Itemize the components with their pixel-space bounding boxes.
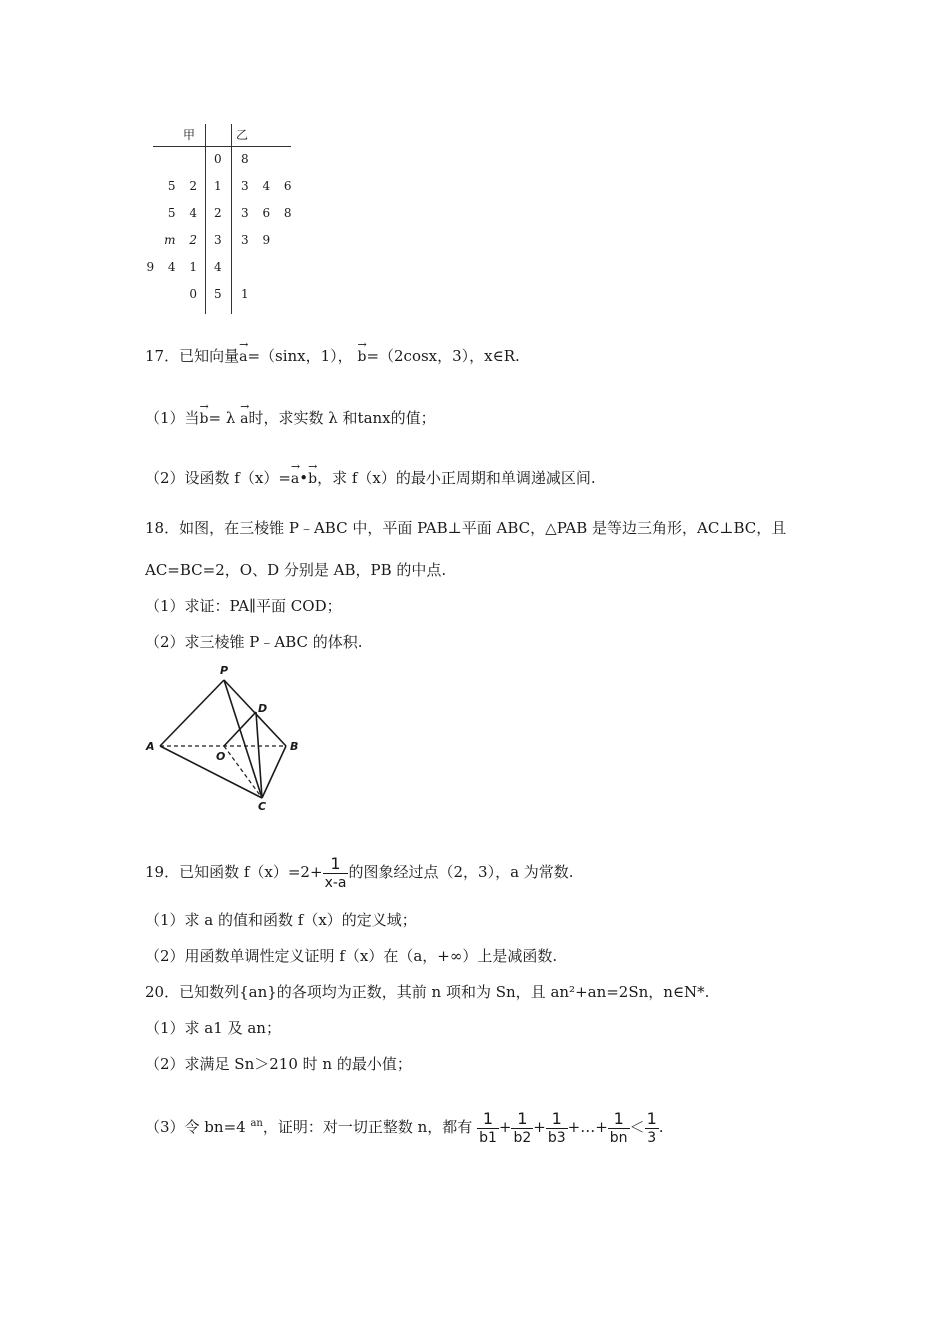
q19-frac-num: 1 — [323, 855, 349, 874]
frac-num: 1 — [511, 1110, 533, 1129]
header-jia: 甲 — [183, 128, 196, 142]
vector-a-label: a — [240, 411, 249, 427]
q20-p3-pre: （3）令 bn=4 — [145, 1118, 246, 1136]
vector-b: → b — [199, 400, 209, 427]
frac-den: b2 — [513, 1129, 532, 1146]
q19-pre: 19．已知函数 f（x）=2+ — [145, 863, 323, 881]
fraction-1-3 — [645, 1110, 659, 1147]
vector-b-label: b — [357, 349, 367, 365]
segment-DC — [256, 712, 262, 798]
q20-p3-mid: ，证明：对一切正整数 n，都有 — [262, 1118, 473, 1136]
vector-a: → a — [290, 460, 301, 487]
fraction-1-b3 — [546, 1110, 568, 1147]
q19-part1: （1）求 a 的值和函数 f（x）的定义域； — [145, 911, 417, 929]
q17-p1-pre: （1）当 — [145, 409, 200, 427]
q19-post: 的图象经过点（2，3），a 为常数. — [348, 863, 574, 881]
row-3-left: m 2 — [164, 233, 197, 247]
ellipsis: +…+ — [567, 1118, 608, 1136]
pyramid-diagram — [140, 660, 302, 812]
q17-p2-pre: （2）设函数 f（x）= — [145, 469, 291, 487]
q19-fraction — [323, 855, 349, 892]
frac-den: b3 — [547, 1129, 566, 1146]
frac-num: 1 — [477, 1110, 499, 1129]
vector-a-label: a — [239, 349, 248, 365]
vector-b: → b — [357, 338, 367, 365]
vector-a: → a — [239, 338, 249, 365]
frac-den: b1 — [479, 1129, 497, 1146]
stem-leaf-plot — [143, 122, 293, 320]
segment-OC-dashed — [224, 746, 262, 798]
q18-part1: （1）求证：PA∥平面 COD； — [145, 597, 342, 615]
frac-num: 1 — [546, 1110, 568, 1129]
label-O: O — [216, 750, 226, 763]
edge-BC — [262, 746, 286, 798]
frac-num: 1 — [646, 1108, 657, 1128]
label-A: A — [146, 740, 155, 753]
row-3-right: 3 9 — [241, 233, 271, 247]
row-5-left: 0 — [189, 287, 197, 301]
left-divider — [205, 124, 206, 314]
q17-part1 — [145, 400, 436, 429]
q17-p1-post: 时，求实数 λ 和tanx的值； — [248, 409, 436, 427]
q19-frac-den: x-a — [324, 874, 347, 891]
q20-stem: 20．已知数列{an}的各项均为正数，其前 n 项和为 Sn，且 an²+an=2Sn，n∈N*. — [145, 983, 710, 1001]
q18-stem-line2: AC=BC=2，O、D 分别是 AB，PB 的中点. — [145, 561, 447, 579]
row-5-stem: 5 — [214, 287, 222, 301]
row-2-right: 3 6 8 — [241, 206, 292, 220]
row-5-right: 1 — [241, 287, 249, 301]
period: . — [658, 1118, 664, 1136]
q17-part2 — [145, 460, 596, 489]
q17-eq-b: =（2cosx，3），x∈R. — [366, 347, 520, 365]
q20-part3: （3）令 bn=4 $^{an}$，证明：对一切正整数 n，都有 $\frac{1}{b1}$ + $\frac{1}{b2}$ + $\frac{1}{b3}$ +…+ $\frac{1}{bn}$ ＜ $\frac{1}{3}$ . — [145, 1108, 664, 1146]
q17-p1-mid: = λ — [208, 409, 236, 427]
row-2-left: 5 4 — [167, 206, 197, 220]
q19-stem — [145, 852, 574, 892]
label-B: B — [290, 740, 299, 753]
dot-operator: • — [299, 469, 309, 487]
q20-part1: （1）求 a1 及 an； — [145, 1019, 281, 1037]
row-1-stem: 1 — [214, 179, 222, 193]
edge-PA — [160, 680, 224, 746]
fraction-1-b1 — [477, 1110, 499, 1147]
row-0-stem: 0 — [214, 152, 222, 166]
header-yi: 乙 — [236, 128, 249, 142]
row-0-right: 8 — [241, 152, 249, 166]
fraction-1-b2 — [511, 1110, 533, 1147]
q19-part2: （2）用函数单调性定义证明 f（x）在（a，+∞）上是减函数. — [145, 947, 558, 965]
row-4-stem: 4 — [214, 260, 222, 274]
segment-DO — [224, 712, 256, 746]
frac-den: 3 — [647, 1129, 657, 1146]
q18-part2: （2）求三棱锥 P﹣ABC 的体积. — [145, 633, 363, 651]
right-divider — [231, 124, 232, 314]
q18-stem-line1: 18．如图，在三棱锥 P﹣ABC 中，平面 PAB⊥平面 ABC，△PAB 是等边三角形，AC⊥BC，且 — [145, 519, 787, 537]
row-4-left: 9 4 1 — [146, 260, 197, 274]
vector-a-label: a — [290, 471, 300, 487]
q17-eq-a: =（sinx，1）， — [247, 347, 353, 365]
row-1-right: 3 4 6 — [241, 179, 292, 193]
less-than: ＜ — [629, 1118, 645, 1136]
label-C: C — [258, 800, 267, 812]
row-2-stem: 2 — [214, 206, 222, 220]
q20-part2: （2）求满足 Sn＞210 时 n 的最小值； — [145, 1055, 412, 1073]
vector-b-label: b — [308, 471, 318, 487]
frac-num: 1 — [608, 1110, 630, 1129]
pyramid-figure — [140, 660, 302, 816]
frac-den: bn — [609, 1129, 628, 1146]
q17-stem — [145, 338, 520, 367]
vector-a: → a — [240, 400, 250, 427]
fraction-1-bn — [608, 1110, 630, 1147]
row-3-stem: 3 — [214, 233, 222, 247]
q17-stem-text: 17．已知向量 — [145, 347, 240, 365]
header-rule — [153, 146, 291, 147]
vector-b-label: b — [199, 411, 209, 427]
vector-b: → b — [308, 460, 318, 487]
q17-p2-post: ，求 f（x）的最小正周期和单调递减区间. — [317, 469, 596, 487]
label-D: D — [258, 702, 268, 715]
q20-p3-exponent: an — [250, 1118, 263, 1129]
label-P: P — [220, 664, 229, 677]
edge-AC — [160, 746, 262, 798]
row-1-left: 5 2 — [167, 179, 197, 193]
